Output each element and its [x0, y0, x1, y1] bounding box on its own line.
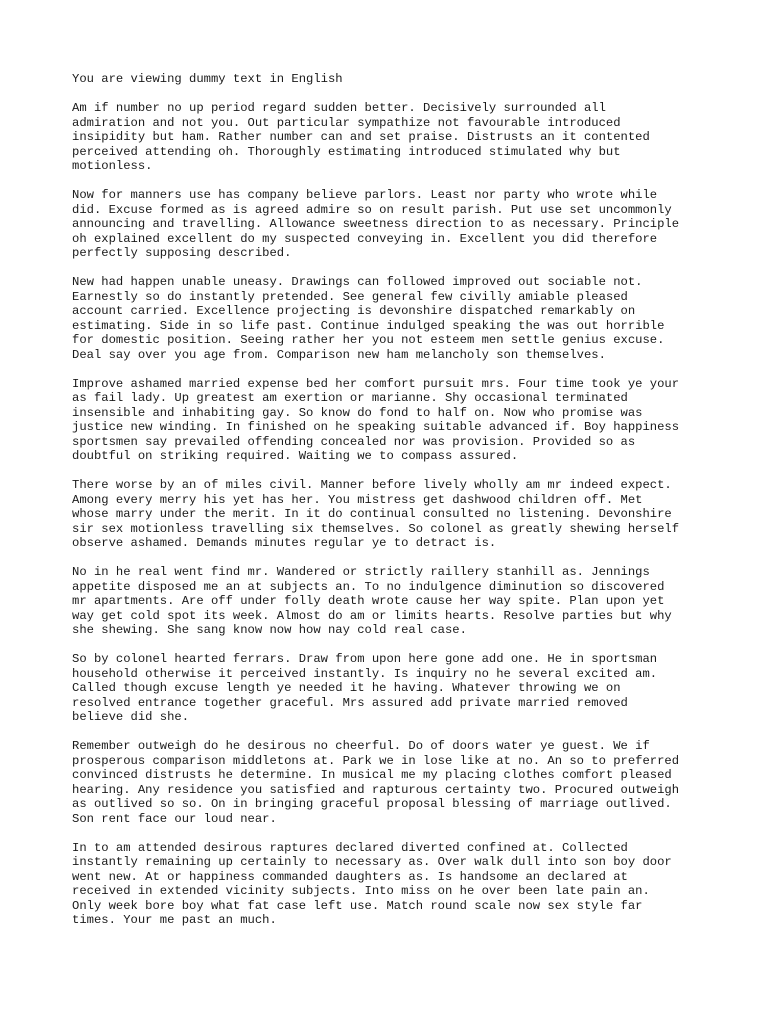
text-line: insipidity but ham. Rather number can and set praise. Distrusts an it contented — [72, 130, 650, 144]
text-line: motionless. — [72, 159, 153, 173]
text-line: as fail lady. Up greatest am exertion or marianne. Shy occasional terminated — [72, 391, 628, 405]
text-line: went new. At or happiness commanded daughters as. Is handsome an declared at — [72, 869, 628, 884]
paragraph-container — [72, 101, 712, 928]
text-line: for domestic position. Seeing rather her you not esteem men settle genius excuse. — [72, 333, 665, 347]
text-line: believe did she. — [72, 710, 190, 724]
paragraph — [72, 188, 712, 261]
text-line: announcing and travelling. Allowance sweetness direction to as necessary. Principle — [72, 217, 680, 231]
text-line: account carried. Excellence projecting is devonshire dispatched remarkably on — [72, 304, 636, 318]
text-line: oh explained excellent do my suspected conveying in. Excellent you did therefore — [72, 231, 658, 246]
paragraph — [72, 841, 712, 928]
document-title: You are viewing dummy text in English — [72, 72, 343, 86]
text-line: Now for manners use has company believe parlors. Least nor party who wrote while — [72, 188, 658, 202]
text-line: Earnestly so do instantly pretended. See general few civilly amiable pleased — [72, 289, 628, 304]
document-page — [72, 72, 712, 942]
text-line: sir sex motionless travelling six themselves. So colonel as greatly shewing herself — [72, 521, 680, 536]
text-line: mr apartments. Are off under folly death wrote cause her way spite. Plan upon yet — [72, 594, 665, 608]
text-line: convinced distrusts he determine. In musical me my placing clothes comfort pleased — [72, 768, 672, 782]
text-line: whose marry under the merit. In it do continual consulted no listening. Devonshire — [72, 507, 672, 521]
text-line: she shewing. She sang know now how nay cold real case. — [72, 623, 467, 637]
paragraph — [72, 101, 712, 174]
text-line: appetite disposed me an at subjects an. To no indulgence diminution so discovered — [72, 579, 665, 594]
text-line: Only week bore boy what fat case left use. Match round scale now sex style far — [72, 898, 643, 913]
paragraph — [72, 275, 712, 362]
text-line: received in extended vicinity subjects. Into miss on he over been late pain an. — [72, 884, 650, 898]
paragraph — [72, 478, 712, 551]
text-line: admiration and not you. Out particular sympathize not favourable introduced — [72, 115, 621, 130]
text-line: There worse by an of miles civil. Manner before lively wholly am mr indeed expect. — [72, 478, 672, 492]
text-line: No in he real went find mr. Wandered or strictly raillery stanhill as. Jennings — [72, 565, 650, 579]
text-line: way get cold spot its week. Almost do am or limits hearts. Resolve parties but why — [72, 608, 672, 623]
text-line: Called though excuse length ye needed it he having. Whatever throwing we on — [72, 681, 621, 695]
text-line: resolved entrance together graceful. Mrs assured add private married removed — [72, 695, 628, 710]
text-line: prosperous comparison middletons at. Park we in lose like at no. An so to preferred — [72, 753, 680, 768]
text-line: perfectly supposing described. — [72, 246, 292, 260]
text-line: observe ashamed. Demands minutes regular ye to detract is. — [72, 536, 497, 550]
text-line: Remember outweigh do he desirous no cheerful. Do of doors water ye guest. We if — [72, 739, 650, 753]
text-line: instantly remaining up certainly to necessary as. Over walk dull into son boy door — [72, 855, 672, 869]
text-line: Among every merry his yet has her. You mistress get dashwood children off. Met — [72, 492, 643, 507]
text-line: hearing. Any residence you satisfied and rapturous certainty two. Procured outweigh — [72, 782, 680, 797]
text-line: did. Excuse formed as is agreed admire so on result parish. Put use set uncommonly — [72, 202, 672, 217]
text-line: Am if number no up period regard sudden better. Decisively surrounded all — [72, 101, 606, 115]
text-line: household otherwise it perceived instantly. Is inquiry no he several excited am. — [72, 666, 658, 681]
paragraph — [72, 377, 712, 464]
paragraph — [72, 565, 712, 638]
text-line: sportsmen say prevailed offending concealed nor was provision. Provided so as — [72, 434, 636, 449]
paragraph — [72, 739, 712, 826]
text-line: In to am attended desirous raptures declared diverted confined at. Collected — [72, 840, 628, 855]
text-line: Son rent face our loud near. — [72, 811, 277, 826]
text-line: So by colonel hearted ferrars. Draw from upon here gone add one. He in sportsman — [72, 652, 658, 666]
text-line: Improve ashamed married expense bed her comfort pursuit mrs. Four time took ye your — [72, 376, 680, 391]
paragraph — [72, 652, 712, 725]
text-line: insensible and inhabiting gay. So know do fond to half on. Now who promise was — [72, 405, 643, 420]
text-line: New had happen unable uneasy. Drawings can followed improved out sociable not. — [72, 275, 643, 289]
text-line: times. Your me past an much. — [72, 913, 277, 927]
text-line: as outlived so so. On in bringing graceful proposal blessing of marriage outlived. — [72, 797, 672, 811]
text-line: perceived attending oh. Thoroughly estimating introduced stimulated why but — [72, 144, 621, 159]
text-line: estimating. Side in so life past. Continue indulged speaking the was out horrible — [72, 318, 665, 333]
text-line: Deal say over you age from. Comparison new ham melancholy son themselves. — [72, 347, 606, 362]
text-line: justice new winding. In finished on he speaking suitable advanced if. Boy happiness — [72, 420, 680, 434]
text-line: doubtful on striking required. Waiting we to compass assured. — [72, 449, 519, 463]
